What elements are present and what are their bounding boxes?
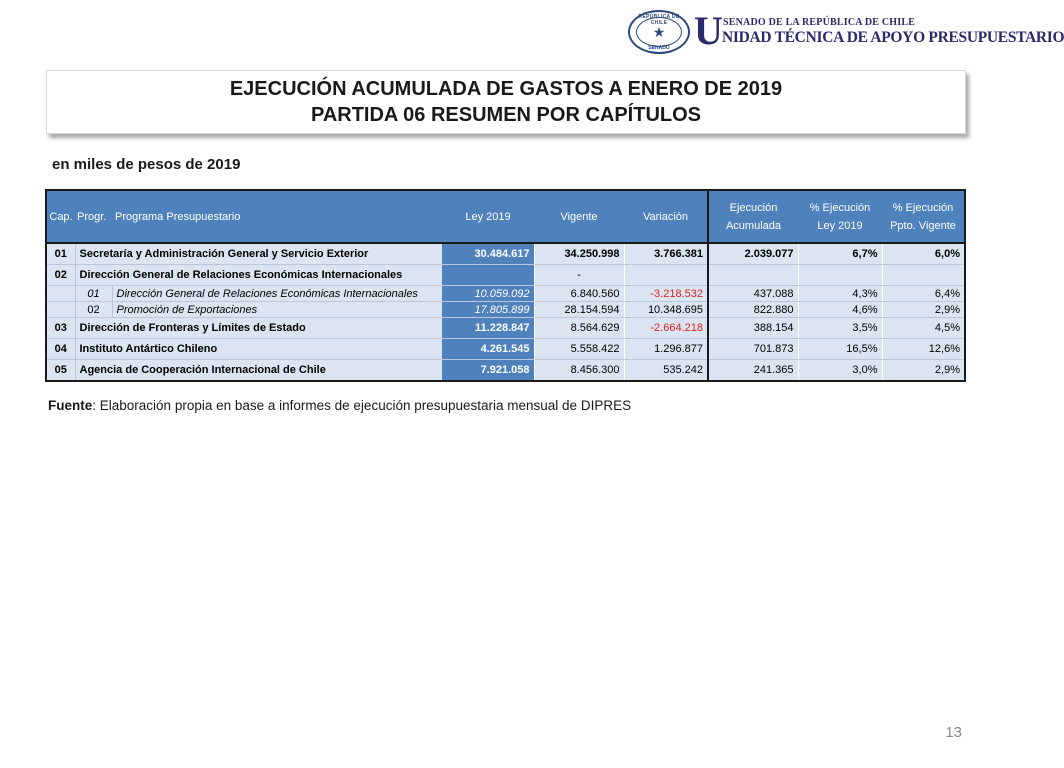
table-subrow <box>46 302 965 318</box>
cell-program-name: Promoción de Exportaciones <box>112 302 442 318</box>
cell-ejecucion: 241.365 <box>708 360 798 382</box>
brand-senate-name: SENADO DE LA REPÚBLICA DE CHILE <box>723 17 916 28</box>
cell-pct-vigente: 2,9% <box>882 360 965 382</box>
cell-variacion: 3.766.381 <box>624 243 708 265</box>
cell-ley <box>442 265 534 286</box>
table-row <box>46 265 965 286</box>
cell-pct-ley: 3,5% <box>798 318 882 339</box>
header-pct-ley <box>798 190 882 243</box>
cell-ley: 30.484.617 <box>442 243 534 265</box>
cell-pct-ley: 16,5% <box>798 339 882 360</box>
star-icon: ★ <box>652 24 666 40</box>
table-subrow <box>46 286 965 302</box>
table-row <box>46 339 965 360</box>
page-number: 13 <box>945 724 962 741</box>
cell-vigente: 28.154.594 <box>534 302 624 318</box>
cell-vigente: 8.456.300 <box>534 360 624 382</box>
cell-pct-vigente: 4,5% <box>882 318 965 339</box>
header-pct-vigente <box>882 190 965 243</box>
seal-top-text: REPÚBLICA DE CHILE <box>638 14 680 26</box>
cell-variacion: 1.296.877 <box>624 339 708 360</box>
cell-pct-ley <box>798 265 882 286</box>
cell-program-name: Secretaría y Administración General y Servicio Exterior <box>75 243 442 265</box>
table-row <box>46 318 965 339</box>
cell-ejecucion: 388.154 <box>708 318 798 339</box>
cell-program-name: Dirección General de Relaciones Económicas Internacionales <box>112 286 442 302</box>
header-ejecucion-line1: Ejecución <box>729 201 778 214</box>
cell-cap: 02 <box>46 265 75 286</box>
cell-prog: 02 <box>75 302 112 318</box>
cell-cap: 01 <box>46 243 75 265</box>
header-ley: Ley 2019 <box>442 190 534 243</box>
cell-program-name: Instituto Antártico Chileno <box>75 339 442 360</box>
title-box <box>46 70 966 134</box>
cell-ejecucion: 437.088 <box>708 286 798 302</box>
cell-variacion: -3.218.532 <box>624 286 708 302</box>
cell-ley: 4.261.545 <box>442 339 534 360</box>
cell-program-name: Dirección de Fronteras y Límites de Estado <box>75 318 442 339</box>
page-title-line2: PARTIDA 06 RESUMEN POR CAPÍTULOS <box>310 104 702 126</box>
senate-seal-logo <box>628 10 690 54</box>
cell-vigente: 34.250.998 <box>534 243 624 265</box>
cell-vigente: 5.558.422 <box>534 339 624 360</box>
cell-ejecucion: 2.039.077 <box>708 243 798 265</box>
cell-cap: 05 <box>46 360 75 382</box>
brand-initial: U <box>694 8 723 53</box>
cell-pct-ley: 6,7% <box>798 243 882 265</box>
cell-cap-empty <box>46 286 75 302</box>
cell-ley: 7.921.058 <box>442 360 534 382</box>
cell-vigente: 6.840.560 <box>534 286 624 302</box>
table-header-row <box>46 190 965 243</box>
cell-variacion: 10.348.695 <box>624 302 708 318</box>
header-pct-vigente-line2: Ppto. Vigente <box>890 219 956 232</box>
cell-pct-vigente: 6,4% <box>882 286 965 302</box>
cell-ejecucion: 822.880 <box>708 302 798 318</box>
cell-pct-vigente: 6,0% <box>882 243 965 265</box>
cell-cap: 04 <box>46 339 75 360</box>
source-note <box>48 398 631 413</box>
header-cap: Cap. <box>46 190 75 243</box>
header-ejecucion-line2: Acumulada <box>725 219 782 232</box>
cell-pct-vigente: 2,9% <box>882 302 965 318</box>
page-title-line1: EJECUCIÓN ACUMULADA DE GASTOS A ENERO DE 2019 <box>229 78 783 100</box>
header-pct-ley-line1: % Ejecución <box>809 201 871 214</box>
cell-vigente: 8.564.629 <box>534 318 624 339</box>
header-programa: Programa Presupuestario <box>112 190 442 243</box>
header-progr: Progr. <box>75 190 112 243</box>
cell-vigente: - <box>534 265 624 286</box>
cell-variacion: 535.242 <box>624 360 708 382</box>
cell-ejecucion: 701.873 <box>708 339 798 360</box>
cell-program-name: Agencia de Cooperación Internacional de Chile <box>75 360 442 382</box>
source-text: : Elaboración propia en base a informes de ejecución presupuestaria mensual de DIPRES <box>92 398 632 413</box>
seal-bottom-text: SENADO <box>648 45 670 51</box>
header-pct-ley-line2: Ley 2019 <box>817 219 863 232</box>
header-vigente: Vigente <box>534 190 624 243</box>
cell-pct-vigente: 12,6% <box>882 339 965 360</box>
units-note: en miles de pesos de 2019 <box>52 156 241 173</box>
cell-pct-ley: 3,0% <box>798 360 882 382</box>
cell-pct-ley: 4,3% <box>798 286 882 302</box>
header-variacion: Variación <box>624 190 708 243</box>
cell-ley: 11.228.847 <box>442 318 534 339</box>
cell-pct-ley: 4,6% <box>798 302 882 318</box>
cell-variacion <box>624 265 708 286</box>
header-pct-vigente-line1: % Ejecución <box>892 201 954 214</box>
cell-ejecucion <box>708 265 798 286</box>
budget-execution-table <box>45 189 966 382</box>
brand-unit-name: NIDAD TÉCNICA DE APOYO PRESUPUESTARIO <box>722 29 1064 46</box>
cell-pct-vigente <box>882 265 965 286</box>
header-ejecucion <box>708 190 798 243</box>
cell-prog: 01 <box>75 286 112 302</box>
cell-variacion: -2.664.218 <box>624 318 708 339</box>
cell-ley: 17.805.899 <box>442 302 534 318</box>
cell-cap-empty <box>46 302 75 318</box>
table-row <box>46 360 965 382</box>
cell-ley: 10.059.092 <box>442 286 534 302</box>
source-label: Fuente <box>48 398 93 413</box>
table-row <box>46 243 965 265</box>
cell-cap: 03 <box>46 318 75 339</box>
cell-program-name: Dirección General de Relaciones Económicas Internacionales <box>75 265 442 286</box>
